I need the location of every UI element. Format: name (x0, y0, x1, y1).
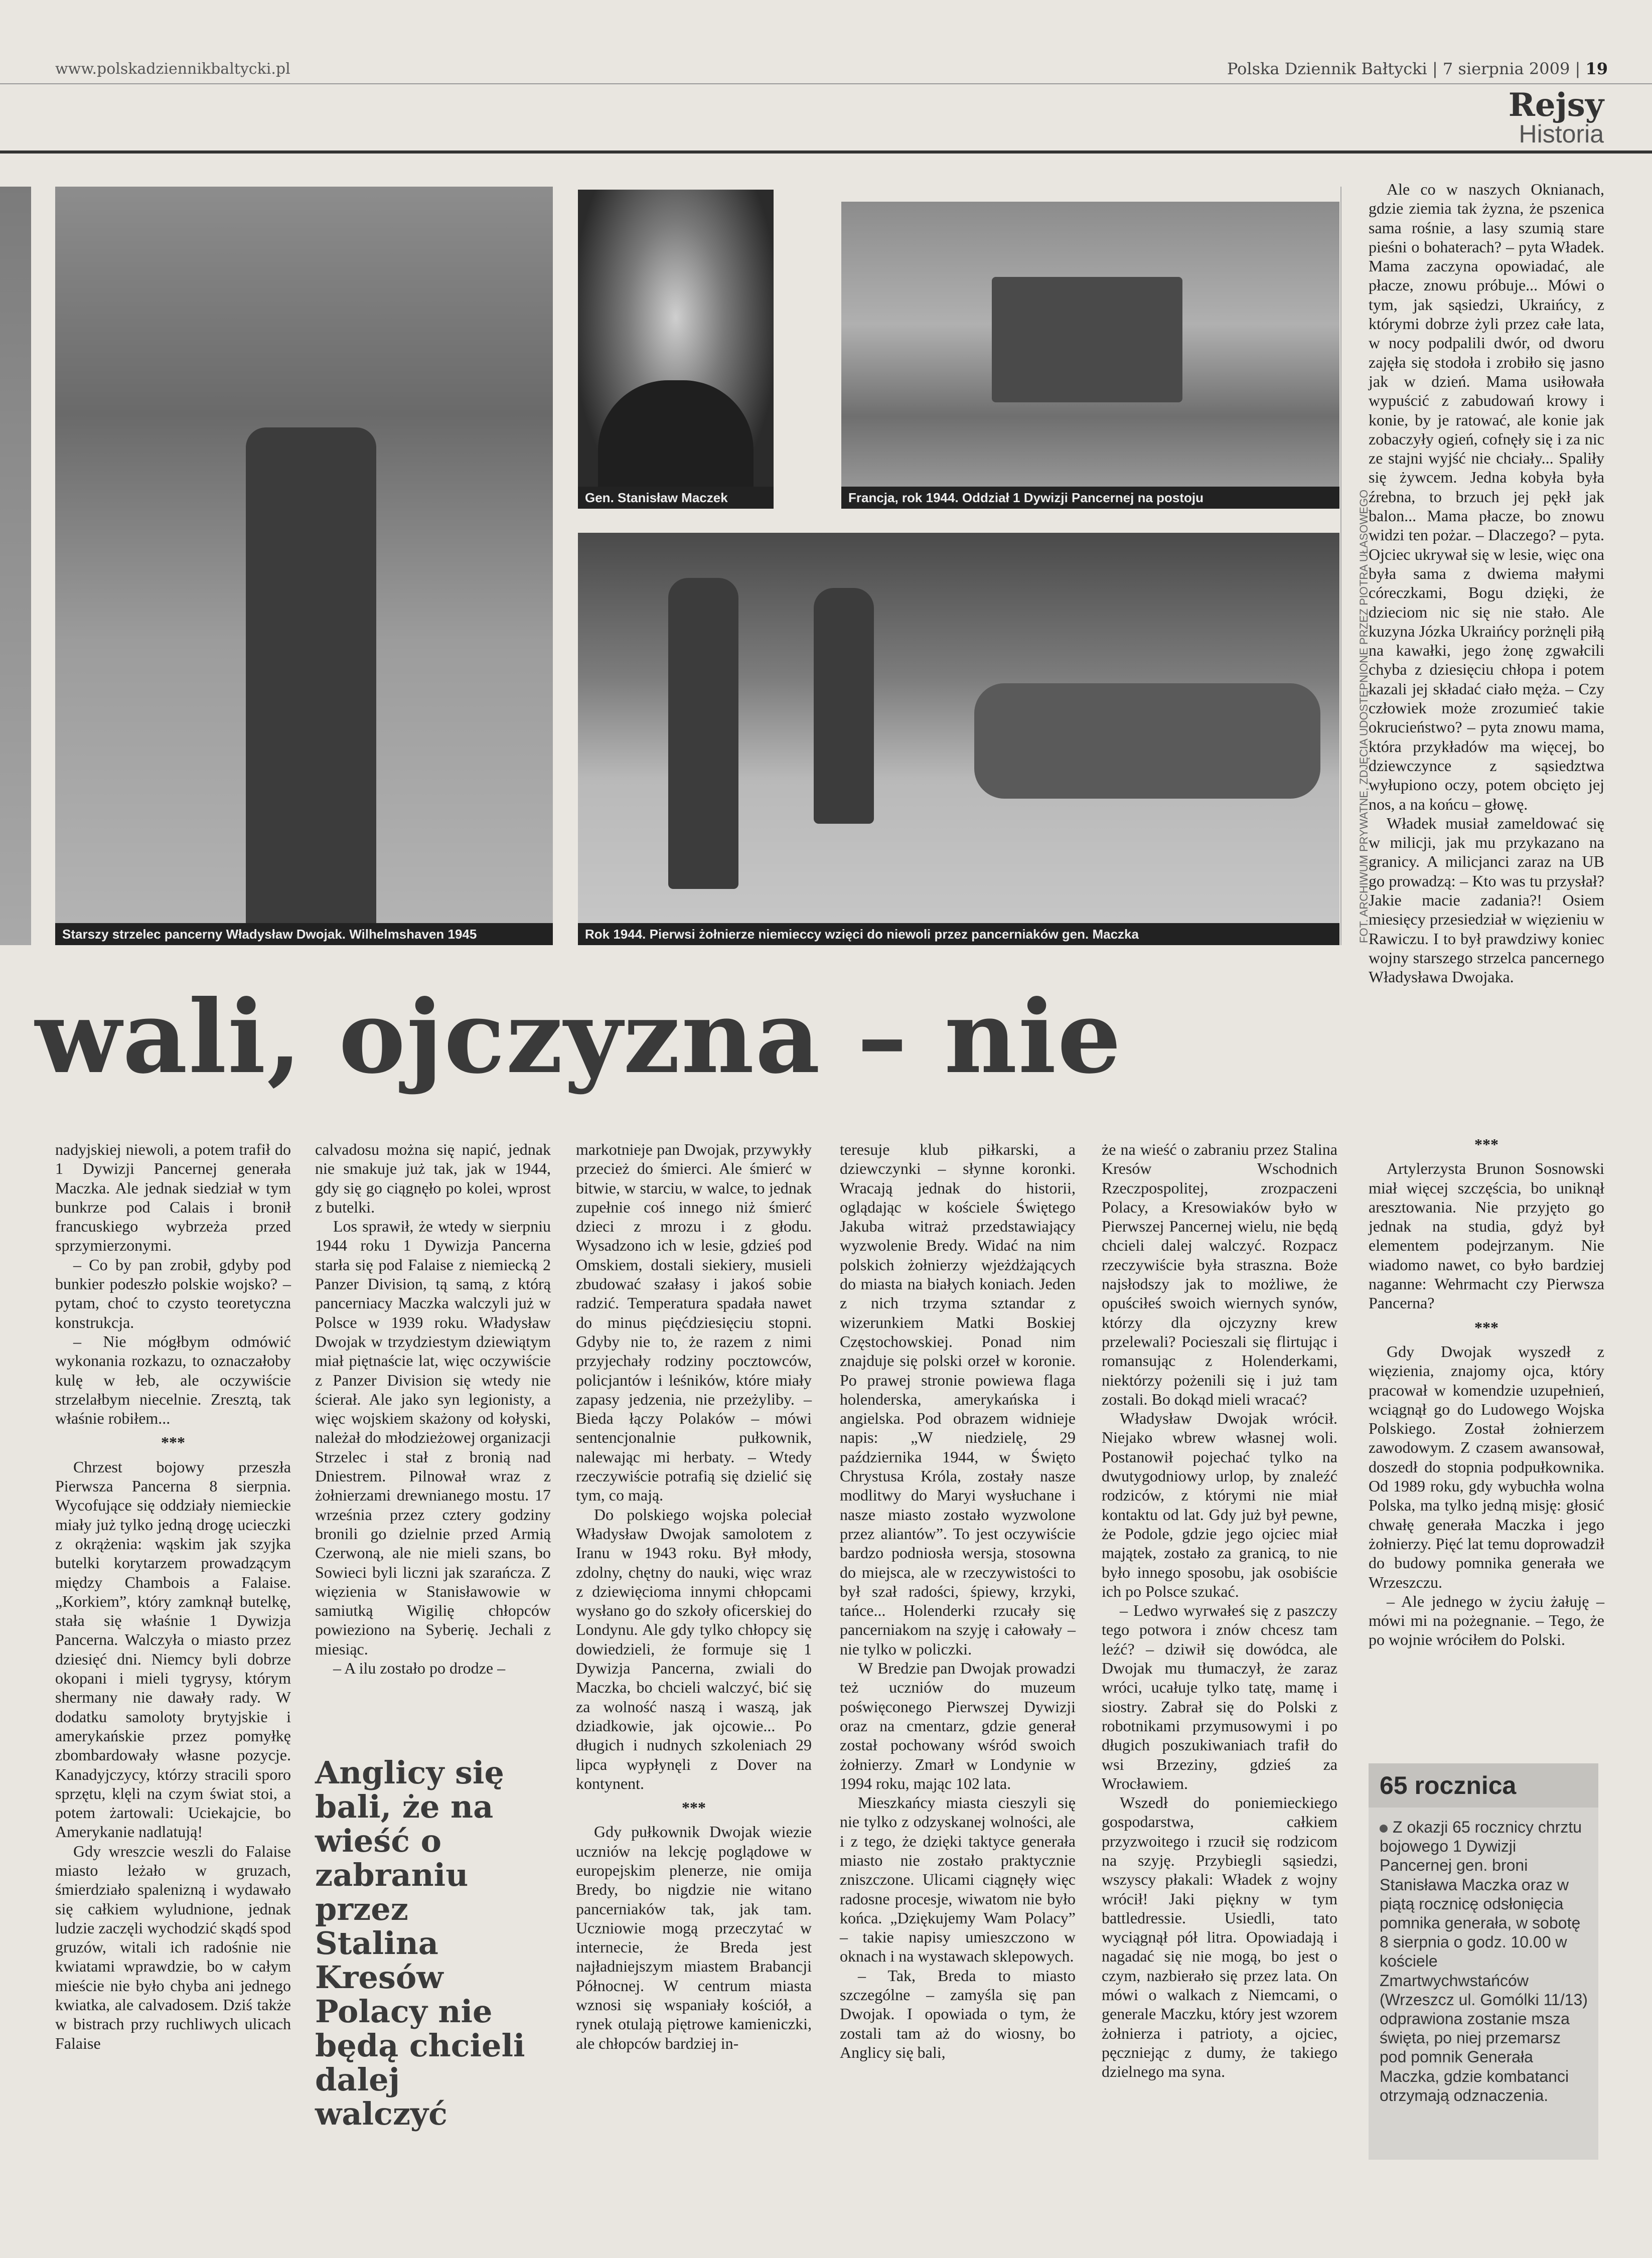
pull-quote: Anglicy się bali, że na wieść o zabraniu przez Stalina Kresów Polacy nie będą chcieli dalej walczyć (315, 1754, 525, 2132)
paragraph: – Nie mógłbym odmówić wykonania rozkazu, to oznaczałoby kulę w łeb, ale oczywiście strzelałbym niecelnie. Zresztą, tak właśnie robiłem... (55, 1332, 291, 1428)
paragraph: Chrzest bojowy przeszła Pierwsza Pancerna 8 sierpnia. Wycofujące się oddziały niemieckie miały już tylko jedną drogę ucieczki z okrążenia: wąskim jak szyjka butelki korytarzem prowadzącym między Chambois a Falaise. „Korkiem”, który zamknął butelkę, stała się właśnie 1 Dywizja Pancerna. Walczyła o miasto przez dziesięć dni. Niemcy byli dobrze okopani i mieli tygrysy, którym shermany nie dawały rady. W dodatku samoloty brytyjskie i amerykańskie przez pomyłkę zbombardowały własne pozycje. Kanadyjczycy, którzy stracili sporo sprzętu, klęli na czym świat stoi, a potem żartowali: Uciekajcie, bo Amerykanie nadlatują! (55, 1457, 291, 1841)
separator: *** (1474, 1318, 1498, 1336)
paragraph: – A ilu zostało po drodze – (333, 1659, 506, 1678)
photo-tanks (841, 202, 1339, 509)
column-1 (55, 1140, 291, 2053)
paragraph: Gdy pułkownik Dwojak wiezie uczniów na lekcję poglądowe w europejskim plenerze, nie omija Bredy, bo nigdzie nie witano pancerniaków tak, jak tam. Uczniowie mogą przeczytać w internecie, że Breda jest najładniejszym miastem Brabancji Północnej. W centrum miasta wznosi się wspaniały kościół, a rynek otulają piętrowe kamieniczki, ale chłopców bardziej in- (576, 1823, 812, 2052)
section-subtitle: Historia (1519, 120, 1604, 148)
photo-dwojak (55, 187, 553, 945)
info-box-text: Z okazji 65 rocznicy chrztu bojowego 1 Dywizji Pancernej gen. broni Stanisława Maczka oraz w piątą rocznicę odsłonięcia pomnika generała, w sobotę 8 sierpnia o godz. 10.00 w kościele Zmartwychwstańców (Wrzeszcz ul. Gomólki 11/13) odprawiona zostanie msza święta, po niej przemarsz pod pomnik Generała Maczka, gdzie kombatanci otrzymają odznaczenia. (1380, 1818, 1588, 2104)
paragraph: Władek musiał zameldować się w milicji, jak mu przykazano na granicy. A milicjanci zaraz na UB go prowadzą: – Kto was tu przysłał? Jakie macie zadania?! Osiem miesięcy przesiedział w więzieniu w Rawiczu. I to był prawdziwy koniec wojny starszego strzelca pancernego Władysława Dwojaka. (1369, 814, 1604, 986)
site-url[interactable]: www.polskadziennikbaltycki.pl (55, 60, 290, 78)
paragraph: – Ale jednego w życiu żałuję – mówi mi na pożegnanie. – Tego, że po wojnie wróciłem do Polski. (1369, 1592, 1604, 1649)
photo-caption: Starszy strzelec pancerny Władysław Dwojak. Wilhelmshaven 1945 (55, 923, 553, 945)
separator: *** (161, 1433, 185, 1452)
column-4 (840, 1140, 1076, 2062)
paragraph: Mieszkańcy miasta cieszyli się nie tylko z odzyskanej wolności, ale i z tego, że dzięki taktyce generała miasto nie zostało praktycznie zniszczone. Ulicami ciągnęły więc radosne procesje, wiwatom nie było końca. „Dziękujemy Wam Polacy” – takie napisy umieszczono w oknach i na wystawach sklepowych. (840, 1793, 1076, 1966)
section-rule (0, 150, 1652, 154)
header-rule (0, 83, 1652, 84)
prisoners-group (974, 683, 1320, 799)
paragraph: – Ledwo wyrwałeś się z paszczy tego potwora i znów chcesz tam leźć? – dziwił się dowódca, ale Dwojak mu tłumaczył, że zaraz wróci, ucałuje tylko tatę, mamę i siostry. Zabrał się do Polski z robotnikami przymusowymi i po długich poszukiwaniach trafił do wsi Brzeziny, gdzieś za Wrocławiem. (1102, 1601, 1337, 1792)
paragraph: Do polskiego wojska poleciał Władysław Dwojak samolotem z Iranu w 1943 roku. Był młody, zdolny, chętny do nauki, więc wraz z dziewięcioma innymi chłopcami wysłano go do szkoły oficerskiej do Londynu. Ale gdy tylko chłopcy się dowiedzieli, że formuje się 1 Dywizja Pancerna, zwiali do Maczka, bo chcieli walczyć, bić się za wolność naszą i waszą, jak dziadkowie, jak ojcowie... Po długich i nudnych szkoleniach 29 lipca wypłynęli z Dover na kontynent. (576, 1505, 812, 1792)
headline: wali, ojczyzna – nie (35, 978, 1122, 1096)
column-3 (576, 1140, 812, 2053)
column-6-bottom (1369, 1130, 1604, 1649)
info-box-body (1380, 1818, 1589, 2105)
paragraph: teresuje klub piłkarski, a dziewczynki – słynne koronki. Wracają jednak do historii, oglądając w kościele Świętego Jakuba witraż przedstawiający wyzwolenie Bredy. Widać na nim polskich żołnierzy wjeżdżających do miasta na białych koniach. Jeden z nich trzyma sztandar z wizerunkiem Matki Boskiej Częstochowskiej. Ponad nim znajduje się polski orzeł w koronie. Po prawej stronie powiewa flaga holenderska, amerykańska i angielska. Pod obrazem widnieje napis: „W niedzielę, 29 października 1944, w Święto Chrystusa Króla, zostały nasze modlitwy do Maryi wysłuchane i nasze miasto zostało wyzwolone przez aliantów”. To jest oczywiście bardzo podniosła wersja, stosowna do miejsca, ale w rzeczywistości to był szał radości, śpiewy, krzyki, tańce... Holenderki rzucały się pancerniakom na szyję i całowały – nie tylko w policzki. (840, 1140, 1076, 1658)
issue-date: 7 sierpnia 2009 (1442, 59, 1570, 78)
info-box-title: 65 rocznica (1369, 1763, 1598, 1808)
photo-caption: Francja, rok 1944. Oddział 1 Dywizji Pancernej na postoju (841, 487, 1339, 509)
paragraph: Ale co w naszych Oknianach, gdzie ziemia tak żyzna, że pszenica sama rośnie, a lasy szumią stare pieśni o bohaterach? – pyta Władek. Mama zaczyna opowiadać, ale płacze, znowu próbuje... Mówi o tym, jak sąsiedzi, Ukraińcy, z którymi dobrze żyli przez całe lata, w nocy podpalili dwór, od dworu zajęła się stodoła i zrobiło się jasno jak w dzień. Mama usiłowała wypuścić z zabudowań krowy i konie, by je ratować, ale konie jak zobaczyły ogień, cofnęły się i za nic ze stajni wyjść nie chciały... Spaliły się żywcem. Jedna kobyła była źrebna, to brzuch jej pękł jak balon... Mama płacze, bo znowu widzi ten pożar. – Dlaczego? – pyta. Ojciec ukrywał się w lesie, więc ona była sama z dwiema małymi córeczkami, Bogu dzięki, że dzieciom nic się nie stało. Ale kuzyna Józka Ukraińcy porżnęli piłą na kawałki, jego żonę zgwałcili chyba z dziesięciu chłopa i potem kazali jej składać ciało męża. – Czy człowiek może zrozumieć takie okrucieństwo? – pyta znowu mama, która przykładów ma więcej, bo dziewczynce z sąsiedztwa wyłupiono oczy, potem obcięto jej nos, a na końcu – głowę. (1369, 180, 1604, 813)
column-6-top (1369, 180, 1604, 986)
section-title: Rejsy (1508, 86, 1604, 124)
photo-maczek (578, 190, 774, 509)
paragraph: Artylerzysta Brunon Sosnowski miał więcej szczęścia, bo uniknął aresztowania. Nie przyjęto go jednak na studia, gdyż był elementem podejrzanym. Nie wiadomo nawet, co było bardziej naganne: Wehrmacht czy Pierwsza Pancerna? (1369, 1159, 1604, 1312)
bullet-icon (1380, 1825, 1388, 1833)
photo-caption: Rok 1944. Pierwsi żołnierze niemieccy wzięci do niewoli przez pancerniaków gen. Maczka (578, 923, 1339, 945)
soldier-figure (668, 578, 738, 889)
paragraph: Wszedł do poniemieckiego gospodarstwa, całkiem przyzwoitego i rzucił się rodzicom na szyję. Przybiegli sąsiedzi, wszyscy płakali: Władek z wojny wrócił! Jaki piękny w tym battledressie. Usiedli, tato wyciągnął pół litra. Opowiadają i nagadać się nie mogą, bo jest o czym, nazbierało się przez lata. On mówi o walkach z Niemcami, o generale Maczku, który jest wzorem żołnierza i patrioty, a ojciec, pęczniejąc z dumy, że takiego dzielnego ma syna. (1102, 1793, 1337, 2081)
paragraph: nadyjskiej niewoli, a potem trafił do 1 Dywizji Pancernej generała Maczka. Ale jednak siedział w tym bunkrze pod Calais i bronił francuskiego wybrzeża przed sprzymierzonymi. (55, 1140, 291, 1255)
paragraph: – Co by pan zrobił, gdyby pod bunkier podeszło polskie wojsko? – pytam, choć to czysto teoretyczna konstrukcja. (55, 1255, 291, 1331)
tank-shape (992, 277, 1182, 402)
page-number: 19 (1585, 59, 1608, 78)
separator: *** (682, 1798, 706, 1817)
paragraph: Gdy Dwojak wyszedł z więzienia, znajomy ojca, który pracował w komendzie uzupełnień, wciągnął go do Ludowego Wojska Polskiego. Został żołnierzem zawodowym. Z czasem awansował, doszedł do stopnia podpułkownika. Od 1989 roku, gdy wybuchła wolna Polska, ma tylko jedną misję: głosić chwałę generała Maczka i jego żołnierzy. Pięć lat temu doprowadził do budowy pomnika generała we Wrzeszczu. (1369, 1342, 1604, 1591)
paragraph: że na wieść o zabraniu przez Stalina Kresów Wschodnich Rzeczpospolitej, zrozpaczeni Polacy, a Kresowiaków było w Pierwszej Pancernej wielu, nie będą chcieli dalej walczyć. Rozpacz rzeczywiście była straszna. Boże najsłodszy jak to możliwe, że opuściłeś swoich wiernych synów, którzy dla ojczyzny krew przelewali? Pocieszali się flirtując i romansując z Holenderkami, niektórzy pożenili się i już tam zostali. Bo dokąd mieli wracać? (1102, 1140, 1337, 1408)
soldier-figure (814, 588, 874, 824)
info-box (1369, 1763, 1598, 2160)
photo-caption: Gen. Stanisław Maczek (578, 487, 774, 509)
column-rule (1340, 187, 1341, 945)
paragraph: markotnieje pan Dwojak, przywykły przecież do śmierci. Ale śmierć w bitwie, w starciu, w walce, to jednak zupełnie coś innego niż śmierć dzieci z mrozu i z głodu. Wysadzono ich w lesie, gdzieś pod Omskiem, dostali siekiery, musieli zbudować szałasy i jakoś sobie radzić. Temperatura spadała nawet do minus pięćdziesięciu stopni. Gdyby nie to, że razem z nimi przyjechały rodziny pocztowców, policjantów i leśników, które miały zapasy jedzenia, nie przeżyliby. – Bieda łączy Polaków – mówi sentencjonalnie pułkownik, nalewając mi herbaty. – Wtedy rzeczywiście potrafią się dzielić się tym, co mają. (576, 1140, 812, 1504)
photo-credit: FOT. ARCHIWUM PRYWATNE, ZDJĘCIA UDOSTĘPNIONE PRZEZ PIOTRA UŁASOWEGO (1358, 489, 1370, 943)
separator: *** (1474, 1135, 1498, 1153)
column-5 (1102, 1140, 1337, 2081)
photo-edge (0, 187, 31, 945)
paragraph: Los sprawił, że wtedy w sierpniu 1944 roku 1 Dywizja Pancerna starła się pod Falaise z niemiecką 2 Panzer Division, tą samą, z którą pancerniacy Maczka walczyli już w Polsce w 1939 roku. Władysław Dwojak w trzydziestym dziewiątym miał piętnaście lat, więc oczywiście z Panzer Division się wtedy nie ścierał. Ale jako syn legionisty, a więc wojskiem skażony od kołyski, należał do młodzieżowej organizacji Strzelec i stał z bronią nad Dniestrem. Pilnował wraz z żołnierzami drewnianego mostu. 17 września przez cztery godziny bronili go dzielnie przed Armią Czerwoną, ale nie mieli szans, bo Sowieci byli liczni jak szarańcza. Z więzienia w Stanisławowie w samiutką Wigilię chłopców powieziono na Syberię. Jechali z miesiąc. (315, 1217, 551, 1658)
paper-name: Polska Dziennik Bałtycki (1227, 59, 1427, 78)
paragraph: calvadosu można się napić, jednak nie smakuje już tak, jak w 1944, gdy się go ciągnęło po kolei, wprost z butelki. (315, 1140, 551, 1216)
masthead: Polska Dziennik Bałtycki | 7 sierpnia 2009 | 19 (1227, 59, 1608, 78)
paragraph: Gdy wreszcie weszli do Falaise miasto leżało w gruzach, śmierdziało spalenizną i wydawało się całkiem wyludnione, jednak ludzie zaczęli wychodzić skądś spod gruzów, witali ich radośnie nie kwiatami wprawdzie, bo w całym mieście nie było chyba ani jednego kwiatka, ale calvadosem. Dziś także w bistrach przy ruchliwych ulicach Falaise (55, 1842, 291, 2052)
paragraph: Władysław Dwojak wrócił. Niejako wbrew własnej woli. Postanowił pojechać tylko na dwutygodniowy urlop, by znaleźć rodziców, z którymi nie miał kontaktu od lat. Gdy już był pewne, że Podole, gdzie jego ojciec miał majątek, zostało za granicą, to nie było innego sposobu, jak osobiście ich po Polsce szukać. (1102, 1409, 1337, 1600)
soldier-figure (246, 427, 376, 945)
paragraph: W Bredzie pan Dwojak prowadzi też uczniów do muzeum poświęconego Pierwszej Dywizji oraz na cmentarz, gdzie generał został pochowany wśród swoich żołnierzy. Zmarł w Londynie w 1994 roku, mając 102 lata. (840, 1659, 1076, 1792)
paragraph: – Tak, Breda to miasto szczególne – zamyśla się pan Dwojak. I opowiada o tym, że zostali tam aż do wiosny, bo Anglicy się bali, (840, 1966, 1076, 2061)
photo-prisoners (578, 533, 1339, 945)
column-2 (315, 1140, 551, 1678)
